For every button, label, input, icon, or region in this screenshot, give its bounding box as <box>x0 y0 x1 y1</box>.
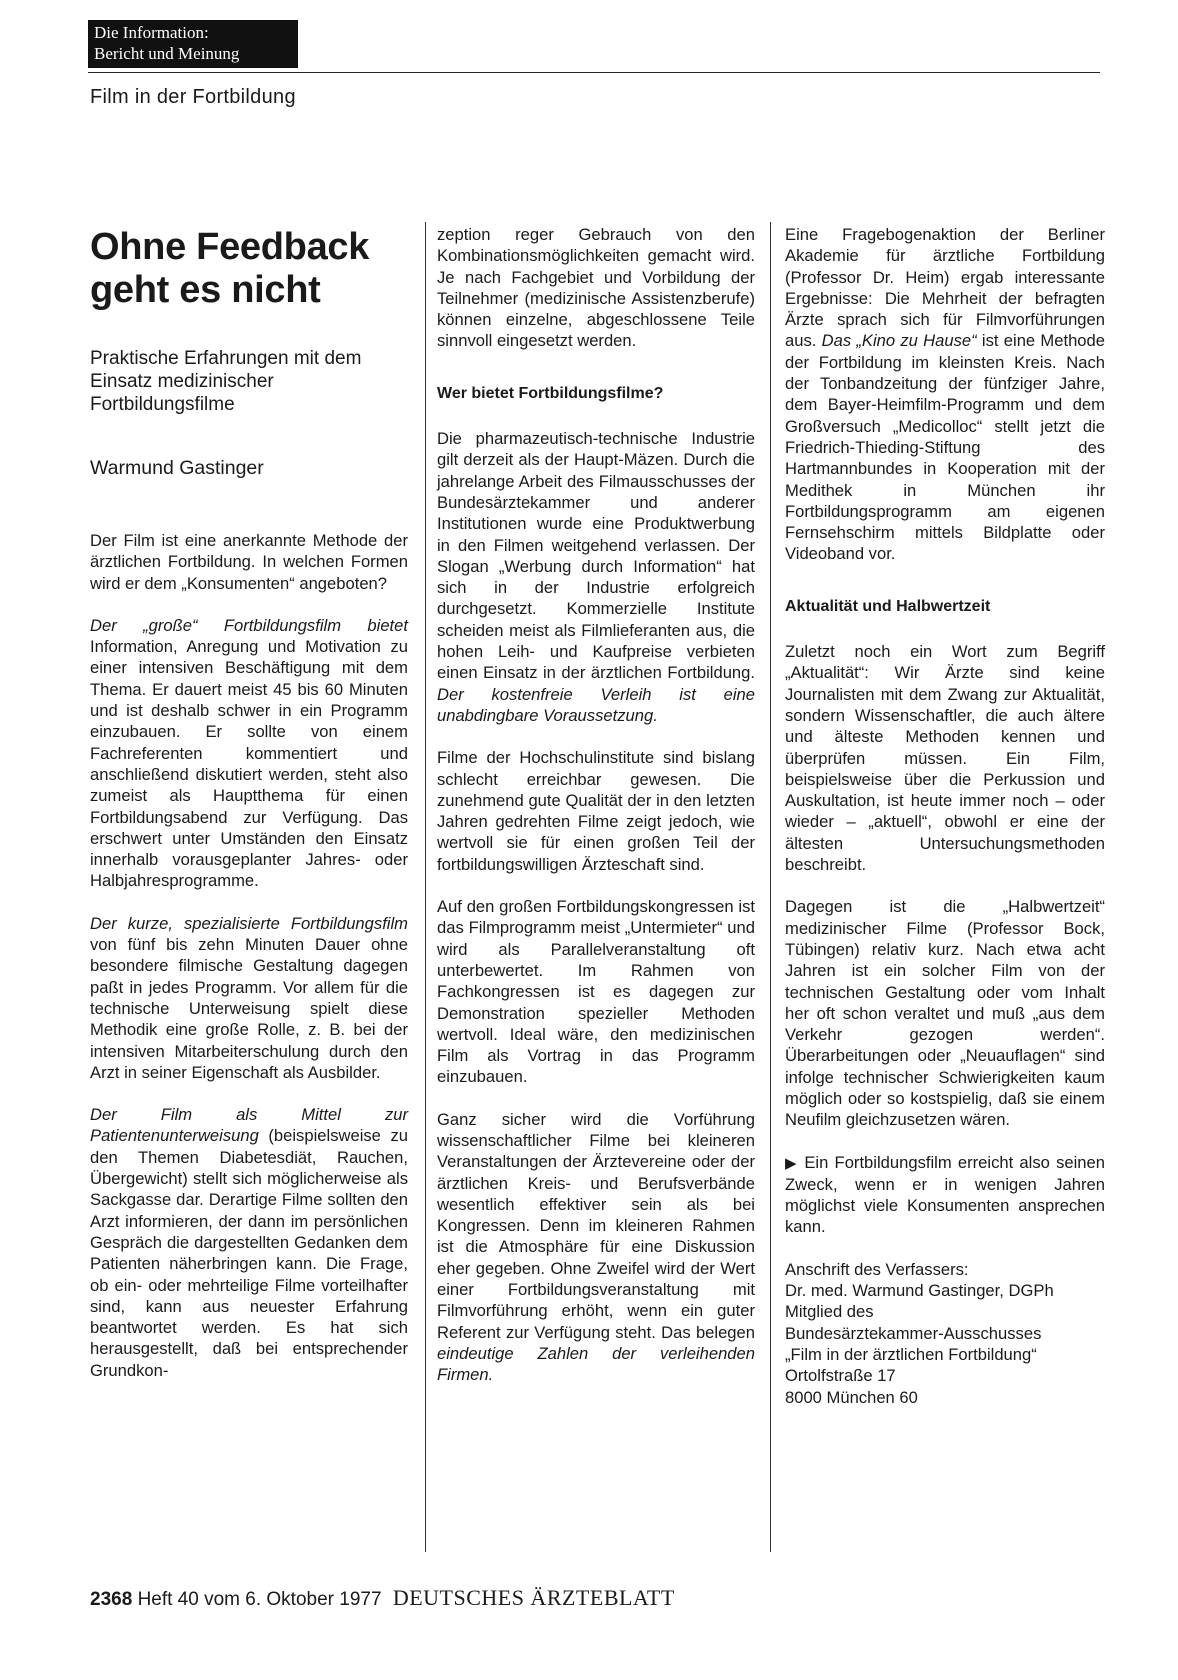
section-label: Film in der Fortbildung <box>90 86 296 108</box>
address-line: Anschrift des Verfassers: <box>785 1259 969 1279</box>
paragraph-text: Eine Fragebogenaktion der Berliner Akademie für ärztliche Fortbildung (Professor Dr. Heim) ergab interessante Ergebnisse: Die Mehrheit der befragten Ärzte sprach sich für Filmvorführungen aus. <box>785 225 1105 351</box>
rubric-line-1: Die Information: <box>94 23 209 42</box>
emphasis: Das „Kino zu Hause“ <box>821 331 977 351</box>
page-footer <box>90 1585 675 1611</box>
paragraph: Filme der Hochschulinstitute sind bislang schlecht erreichbar gewesen. Die zunehmend gute Qualität der in den letzten Jahren gedrehten Filme zeigt jedoch, wie wertvoll sie für einen großen Teil der fortbildungswilligen Ärzteschaft sind. <box>437 748 755 874</box>
column-divider-1 <box>425 222 426 1552</box>
paragraph: Auf den großen Fortbildungskongressen ist das Filmprogramm meist „Untermieter“ und wird als Parallelveranstaltung oft unterbewertet. Im Rahmen von Fachkongressen ist es dagegen zur Demonstration spezieller Methoden wertvoll. Ideal wäre, den medizinischen Film als Vortrag in das Programm einzubauen. <box>437 897 755 1087</box>
paragraph-text: Ganz sicher wird die Vorführung wissenschaftlicher Filme bei kleineren Veranstaltungen der Ärztevereine oder der ärztlichen Kreis- und Berufsverbände wesentlich effektiver sein als bei Kongressen. Denn im kleineren Rahmen ist die Atmosphäre für eine Diskussion eher gegeben. Ohne Zweifel wird der Wert einer Fortbildungsveranstaltung mit Filmvorführung erhöht, wenn ein guter Referent zur Verfügung steht. Das belegen <box>437 1109 755 1342</box>
paragraph-text: Information, Anregung und Motivation zu einer intensiven Beschäftigung mit dem Thema. Er dauert meist 45 bis 60 Minuten und ist deshalb schwer in ein Programm einzubauen. Er sollte von einem Fachreferenten kommentiert und anschließend diskutiert werden, steht also zumeist als Hauptthema für einen Fortbildungsabend zur Verfügung. Das erschwert unter Umständen den Einsatz innerhalb vorausgeplanter Jahres- oder Halbjahresprogramme. <box>90 637 408 891</box>
paragraph-text: Ein Fortbildungsfilm erreicht also seinen Zweck, wenn er in wenigen Jahren möglichst viele Konsumenten ansprechen kann. <box>785 1152 1105 1237</box>
paragraph <box>90 1104 408 1381</box>
issue-info: Heft 40 vom 6. Oktober 1977 <box>137 1589 382 1610</box>
paragraph-text: (beispielsweise zu den Themen Diabetesdiät, Rauchen, Übergewicht) stellt sich möglicherweise als Sackgasse dar. Derartige Filme sollten den Arzt informieren, der dann im persönlichen Gespräch die dargestellten Gedanken dem Patienten näherbringen kann. Die Frage, ob ein- oder mehrteilige Filme vorteilhafter sind, kann aus neuester Erfahrung beantwortet werden. Es hat sich herausgestellt, daß bei entsprechender Grundkon- <box>90 1126 408 1380</box>
emphasis: Der „große“ Fortbildungsfilm bietet <box>90 615 408 635</box>
author-address <box>785 1259 1105 1408</box>
subheading: Aktualität und Halbwertzeit <box>785 597 991 615</box>
journal-name: DEUTSCHES ÄRZTEBLATT <box>392 1585 675 1610</box>
article-title: Ohne Feedback geht es nicht <box>90 226 370 311</box>
emphasis: Der kurze, spezialisierte Fortbildungsfilm <box>90 913 408 933</box>
paragraph: Zuletzt noch ein Wort zum Begriff „Aktualität“: Wir Ärzte sind keine Journalisten mit dem Zwang zur Aktualität, sondern Wissenschaftler, die auch ältere und älteste Methoden kennen und überprüfen müssen. Ein Film, beispielsweise über die Perkussion und Auskultation, ist heute immer noch – oder wieder – „aktuell“, obwohl er eine der ältesten Untersuchungsmethoden beschreibt. <box>785 642 1105 875</box>
rubric-line-2: Bericht und Meinung <box>94 44 240 63</box>
column-1 <box>90 226 408 1402</box>
paragraph <box>90 615 408 892</box>
address-line: Mitglied des <box>785 1302 874 1322</box>
column-2 <box>437 224 755 1407</box>
paragraph <box>90 913 408 1083</box>
paragraph <box>437 1109 755 1386</box>
paragraph <box>785 224 1105 565</box>
address-line: 8000 München 60 <box>785 1387 918 1407</box>
column-3 <box>785 224 1105 1408</box>
column-divider-2 <box>770 222 771 1552</box>
paragraph-text: von fünf bis zehn Minuten Dauer ohne besondere filmische Gestaltung dagegen paßt in jedes Programm. Vor allem für die technische Unterweisung spielt diese Methodik eine große Rolle, z. B. bei der intensiven Mitarbeiterschulung durch den Arzt in seiner Eigenschaft als Ausbilder. <box>90 935 408 1082</box>
paragraph-text: Die pharmazeutisch-technische Industrie gilt derzeit als der Haupt-Mäzen. Durch die jahrelange Arbeit des Filmausschusses der Bundesärztekammer und anderer Institutionen wurde eine Produktwerbung in den Filmen weitgehend verlassen. Der Slogan „Werbung durch Information“ hat sich in der Industrie erfolgreich durchgesetzt. Kommerzielle Institute scheiden meist als Filmlieferanten aus, die hohen Leih- und Kaufpreise verbieten einen Einsatz in der ärztlichen Fortbildung. <box>437 429 755 683</box>
article-author: Warmund Gastinger <box>90 457 264 479</box>
emphasis: Der kostenfreie Verleih ist eine unabdingbare Voraussetzung. <box>437 684 755 725</box>
address-line: „Film in der ärztlichen Fortbildung“ <box>785 1344 1037 1364</box>
paragraph: Dagegen ist die „Halbwertzeit“ medizinischer Filme (Professor Bock, Tübingen) relativ kurz. Nach etwa acht Jahren ist ein solcher Film von der technischen Gestaltung oder vom Inhalt her oft schon veraltet und muß „aus dem Verkehr gezogen werden“. Überarbeitungen oder „Neuauflagen“ sind infolge technischer Schwierigkeiten kaum möglich oder so kostspielig, daß sie einem Neufilm gleichzusetzen wären. <box>785 897 1105 1130</box>
address-line: Dr. med. Warmund Gastinger, DGPh <box>785 1281 1054 1301</box>
triangle-marker-icon: ▶ <box>785 1154 799 1172</box>
article-subtitle: Praktische Erfahrungen mit dem Einsatz medizinischer Fortbildungsfilme <box>90 348 362 415</box>
address-line: Ortolfstraße 17 <box>785 1366 896 1386</box>
paragraph: zeption reger Gebrauch von den Kombinationsmöglichkeiten gemacht wird. Je nach Fachgebiet und Vorbildung der Teilnehmer (medizinische Assistenzberufe) können einzelne, abgeschlossene Teile sinnvoll eingesetzt werden. <box>437 225 755 351</box>
subheading: Wer bietet Fortbildungsfilme? <box>437 384 664 402</box>
emphasis: eindeutige Zahlen der verleihenden Firmen. <box>437 1343 755 1385</box>
paragraph <box>785 1152 1105 1238</box>
rubric-badge <box>88 20 298 68</box>
emphasis: Der Film als Mittel zur Patientenunterweisung <box>90 1105 408 1146</box>
header-rule <box>88 72 1100 73</box>
paragraph-text: ist eine Methode der Fortbildung im kleinsten Kreis. Nach der Tonbandzeitung der fünfziger Jahre, dem Bayer-Heimfilm-Programm und dem Großversuch „Medicolloc“ stellt jetzt die Friedrich-Thieding-Stiftung des Hartmannbundes in Kooperation mit der Medithek in München ihr Fortbildungsprogramm am eigenen Fernsehschirm mittels Bildplatte oder Videoband vor. <box>785 331 1105 564</box>
paragraph <box>437 428 755 726</box>
paragraph: Der Film ist eine anerkannte Methode der ärztlichen Fortbildung. In welchen Formen wird er dem „Konsumenten“ angeboten? <box>90 531 408 593</box>
address-line: Bundesärztekammer-Ausschusses <box>785 1323 1042 1343</box>
page-number: 2368 <box>90 1589 133 1610</box>
